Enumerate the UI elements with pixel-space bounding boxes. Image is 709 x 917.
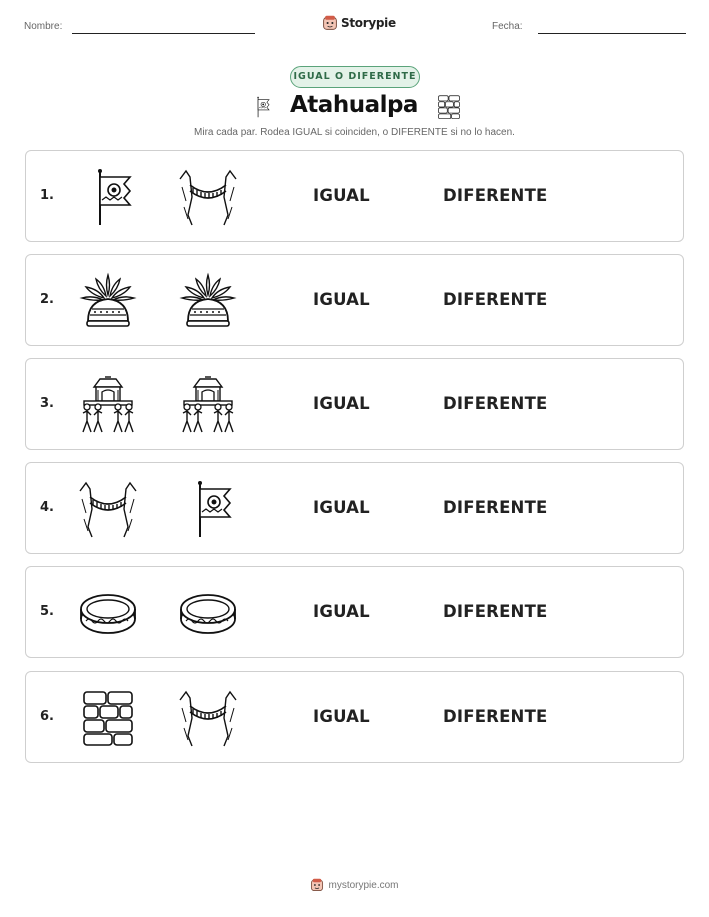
rope-bridge-icon	[178, 167, 238, 227]
footer-url[interactable]: mystorypie.com	[328, 879, 399, 891]
name-field[interactable]	[72, 33, 255, 34]
title-row	[0, 90, 709, 124]
option-igual[interactable]: IGUAL	[313, 394, 370, 413]
mascot-icon	[310, 878, 324, 892]
gold-bracelet-icon	[178, 583, 238, 643]
brand-logo	[322, 14, 396, 32]
worksheet-header	[0, 14, 709, 38]
option-igual[interactable]: IGUAL	[313, 186, 370, 205]
option-diferente[interactable]: DIFERENTE	[443, 394, 548, 413]
question-card	[25, 566, 684, 658]
brand-name: Storypie	[341, 16, 396, 30]
question-card	[25, 358, 684, 450]
feathered-crown-icon	[78, 271, 138, 331]
option-igual[interactable]: IGUAL	[313, 602, 370, 621]
rope-bridge-icon	[178, 688, 238, 748]
page-title: Atahualpa	[290, 92, 418, 118]
gold-bracelet-icon	[78, 583, 138, 643]
mascot-icon	[322, 15, 338, 31]
option-diferente[interactable]: DIFERENTE	[443, 186, 548, 205]
question-number: 1.	[40, 188, 54, 203]
option-igual[interactable]: IGUAL	[313, 498, 370, 517]
question-card	[25, 254, 684, 346]
banner-icon	[250, 92, 272, 122]
option-igual[interactable]: IGUAL	[313, 290, 370, 309]
question-card	[25, 462, 684, 554]
litter-carriers-icon	[78, 375, 138, 435]
question-number: 2.	[40, 292, 54, 307]
question-number: 3.	[40, 396, 54, 411]
name-label: Nombre:	[24, 21, 63, 32]
date-label: Fecha:	[492, 21, 523, 32]
banner-icon	[178, 479, 238, 539]
rope-bridge-icon	[78, 479, 138, 539]
question-card	[25, 150, 684, 242]
option-diferente[interactable]: DIFERENTE	[443, 602, 548, 621]
banner-icon	[78, 167, 138, 227]
stone-wall-icon	[78, 688, 138, 748]
question-number: 5.	[40, 604, 54, 619]
option-diferente[interactable]: DIFERENTE	[443, 707, 548, 726]
footer	[0, 878, 709, 892]
litter-carriers-icon	[178, 375, 238, 435]
option-diferente[interactable]: DIFERENTE	[443, 290, 548, 309]
stone-wall-icon	[436, 94, 462, 120]
activity-badge: IGUAL O DIFERENTE	[290, 66, 420, 88]
question-number: 4.	[40, 500, 54, 515]
option-diferente[interactable]: DIFERENTE	[443, 498, 548, 517]
option-igual[interactable]: IGUAL	[313, 707, 370, 726]
instructions: Mira cada par. Rodea IGUAL si coinciden, o DIFERENTE si no lo hacen.	[194, 127, 515, 138]
date-field[interactable]	[538, 33, 686, 34]
question-card	[25, 671, 684, 763]
feathered-crown-icon	[178, 271, 238, 331]
question-number: 6.	[40, 709, 54, 724]
